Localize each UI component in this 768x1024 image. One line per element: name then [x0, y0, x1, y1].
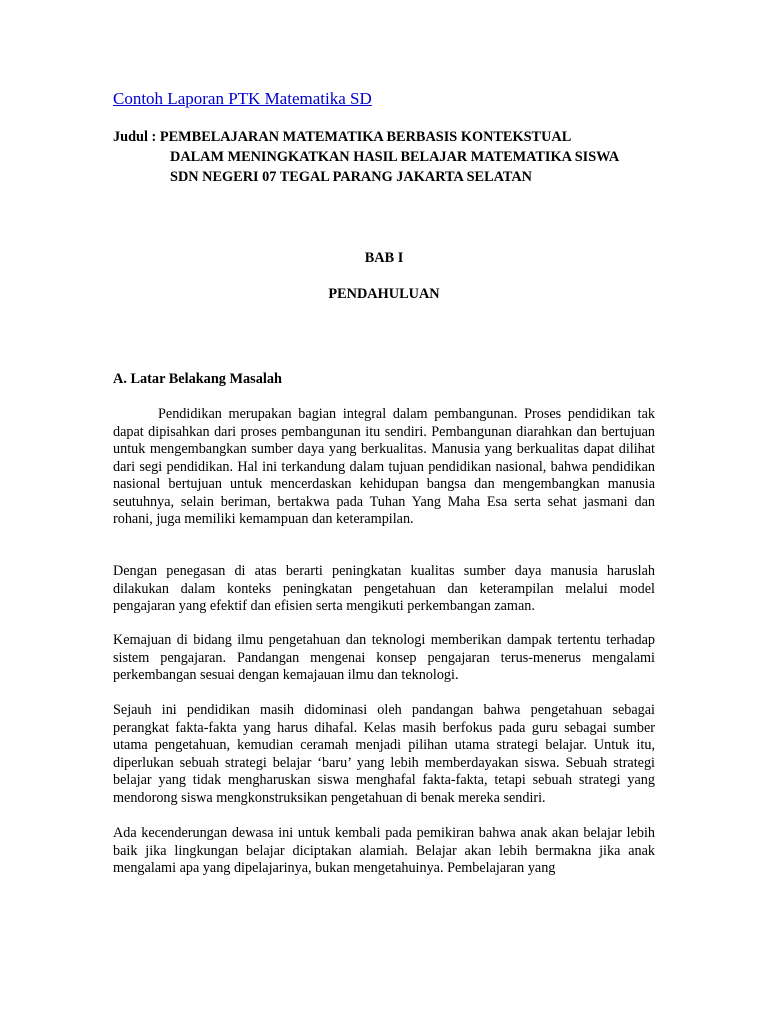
section-heading: A. Latar Belakang Masalah: [113, 371, 282, 387]
judul-block: [113, 128, 673, 187]
document-title-link[interactable]: Contoh Laporan PTK Matematika SD: [113, 89, 372, 108]
paragraph-4: Sejauh ini pendidikan masih didominasi oleh pandangan bahwa pengetahuan sebagai perangkat fakta-fakta yang harus dihafal. Kelas masih berfokus pada guru sebagai sumber utama pengetahuan, kemudian ceramah menjadi pilihan utama strategi belajar. Untuk itu, diperlukan sebuah strategi belajar ‘baru’ yang lebih memberdayakan siswa. Sebuah strategi belajar yang tidak mengharuskan siswa menghafal fakta-fakta, tetapi sebuah strategi yang mendorong siswa mengkonstruksikan pengetahuan di benak mereka sendiri.: [113, 702, 655, 806]
paragraph-5: Ada kecenderungan dewasa ini untuk kembali pada pemikiran bahwa anak akan belajar lebih baik jika lingkungan belajar diciptakan alamiah. Belajar akan lebih bermakna jika anak mengalami apa yang dipelajarinya, bukan mengetahuinya. Pembelajaran yang: [113, 825, 655, 876]
paragraph-3: Kemajuan di bidang ilmu pengetahuan dan teknologi memberikan dampak tertentu terhadap sistem pengajaran. Pandangan mengenai konsep pengajaran terus-menerus mengalami perkembangan sesuai dengan kemajauan ilmu dan teknologi.: [113, 632, 655, 683]
judul-title-line-1: PEMBELAJARAN MATEMATIKA BERBASIS KONTEKSTUAL: [159, 129, 572, 145]
paragraph-1: Pendidikan merupakan bagian integral dalam pembangunan. Proses pendidikan tak dapat dipisahkan dari proses pembangunan itu sendiri. Pembangunan diarahkan dan bertujuan untuk mengembangkan sumber daya yang berkualitas. Manusia yang berkualitas dapat dilihat dari segi pendidikan. Hal ini terkandung dalam tujuan pendidikan nasional, bahwa pendidikan nasional bertujuan untuk mencerdaskan kehidupan bangsa dan mengembangkan manusia seutuhnya, selain beriman, bertakwa pada Tuhan Yang Maha Esa serta sehat jasmani dan rohani, juga memiliki kemampuan dan keterampilan.: [113, 406, 655, 527]
judul-title-line-3: SDN NEGERI 07 TEGAL PARANG JAKARTA SELATAN: [170, 168, 533, 185]
paragraph-2: Dengan penegasan di atas berarti peningkatan kualitas sumber daya manusia haruslah dilakukan dalam konteks peningkatan pengetahuan dan keterampilan melalui model pengajaran yang efektif dan efisien serta mengikuti perkembangan zaman.: [113, 563, 655, 614]
judul-title-line-2: DALAM MENINGKATKAN HASIL BELAJAR MATEMATIKA SISWA: [170, 148, 620, 165]
judul-line-1: [113, 128, 673, 148]
chapter-title: PENDAHULUAN: [328, 286, 440, 302]
judul-label: Judul :: [113, 129, 160, 145]
chapter-number: BAB I: [364, 250, 404, 266]
